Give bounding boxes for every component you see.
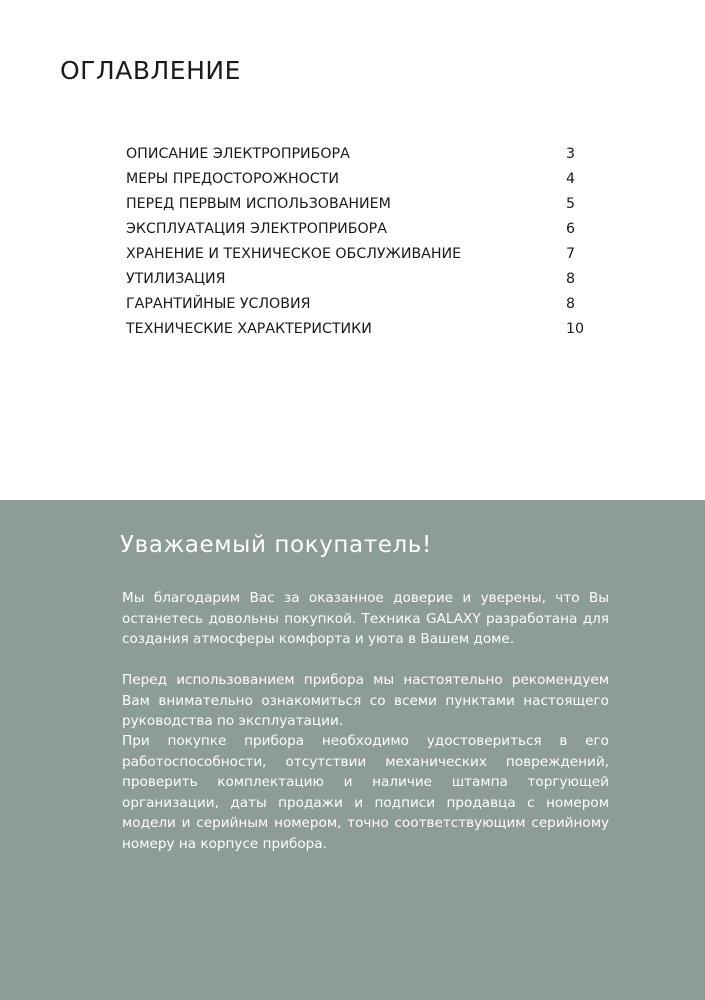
recommendation-paragraph: Перед использованием прибора мы настоятельно рекомендуем Вам внимательно ознакомиться со всеми пунктами настоящего руководства по эксплуатации. bbox=[122, 672, 609, 730]
thanks-paragraph: Мы благодарим Вас за оказанное доверие и уверены, что Вы останетесь довольны покупкой. Техника GALAXY разработана для создания атмосферы комфорта и уюта в Вашем доме. bbox=[122, 590, 609, 648]
toc-item-page: 4 bbox=[566, 171, 576, 187]
toc-item-page: 10 bbox=[566, 321, 585, 337]
toc-item-label: ХРАНЕНИЕ И ТЕХНИЧЕСКОЕ ОБСЛУЖИВАНИЕ bbox=[126, 246, 462, 262]
table-of-contents bbox=[126, 146, 586, 346]
toc-item-description[interactable] bbox=[126, 146, 586, 171]
toc-item-label: МЕРЫ ПРЕДОСТОРОЖНОСТИ bbox=[126, 171, 339, 187]
toc-item-storage-maintenance[interactable] bbox=[126, 246, 586, 271]
toc-item-page: 5 bbox=[566, 196, 576, 212]
greeting-heading: Уважаемый покупатель! bbox=[120, 532, 432, 558]
toc-item-page: 7 bbox=[566, 246, 576, 262]
toc-item-page: 8 bbox=[566, 296, 576, 312]
toc-item-precautions[interactable] bbox=[126, 171, 586, 196]
toc-item-label: ПЕРЕД ПЕРВЫМ ИСПОЛЬЗОВАНИЕМ bbox=[126, 196, 391, 212]
customer-message-panel bbox=[0, 500, 705, 1000]
inspection-paragraph: При покупке прибора необходимо удостовериться в его работоспособности, отсутствии механических повреждений, проверить комплектацию и наличие штампа торгующей организации, даты продажи и подписи продавца с номером модели и серийным номером, точно соответствующим серийному номеру на корпусе прибора. bbox=[122, 733, 609, 852]
toc-item-specifications[interactable] bbox=[126, 321, 586, 346]
page-title: ОГЛАВЛЕНИЕ bbox=[60, 56, 241, 85]
toc-item-disposal[interactable] bbox=[126, 271, 586, 296]
toc-item-first-use[interactable] bbox=[126, 196, 586, 221]
toc-item-page: 6 bbox=[566, 221, 576, 237]
toc-item-label: ГАРАНТИЙНЫЕ УСЛОВИЯ bbox=[126, 296, 311, 312]
toc-item-label: УТИЛИЗАЦИЯ bbox=[126, 271, 226, 287]
toc-item-page: 3 bbox=[566, 146, 576, 162]
toc-item-warranty[interactable] bbox=[126, 296, 586, 321]
toc-item-label: ОПИСАНИЕ ЭЛЕКТРОПРИБОРА bbox=[126, 146, 350, 162]
toc-item-label: ТЕХНИЧЕСКИЕ ХАРАКТЕРИСТИКИ bbox=[126, 321, 372, 337]
toc-item-label: ЭКСПЛУАТАЦИЯ ЭЛЕКТРОПРИБОРА bbox=[126, 221, 387, 237]
toc-item-page: 8 bbox=[566, 271, 576, 287]
toc-item-operation[interactable] bbox=[126, 221, 586, 246]
